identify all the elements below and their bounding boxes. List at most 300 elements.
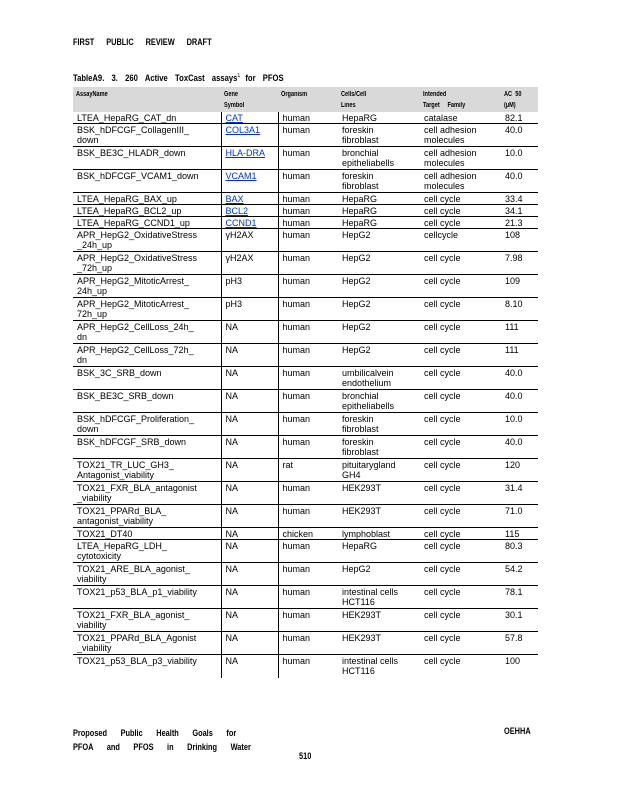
target-family <box>420 586 501 609</box>
gene-symbol: NA <box>221 390 278 413</box>
organism: human <box>282 194 311 204</box>
gene-symbol: NA <box>221 528 278 540</box>
target-family-line: cell cycle <box>424 299 461 309</box>
cell-line-line: HepG2 <box>342 299 371 309</box>
assay-name <box>73 540 221 563</box>
target-family-line: cell cycle <box>424 656 461 666</box>
target-family-line: cell cycle <box>424 529 461 539</box>
col-header-line: Organism <box>281 91 308 98</box>
gene-symbol[interactable] <box>221 170 278 193</box>
target-family <box>420 321 501 344</box>
target-family <box>420 632 501 655</box>
assay-name-line: cytotoxicity <box>77 551 122 561</box>
assay-name-line: _viability <box>77 493 112 503</box>
target-family-line: molecules <box>424 135 465 145</box>
col-header-line: Intended <box>423 91 447 98</box>
target-family <box>420 505 501 528</box>
col-header-line: Lines <box>341 102 356 109</box>
cell-line <box>338 298 420 321</box>
assay-name <box>73 459 221 482</box>
target-family <box>420 193 501 205</box>
cell-line-line: foreskin <box>342 437 374 447</box>
footer-title <box>73 726 251 754</box>
organism: human <box>282 171 311 181</box>
ac50-value: 10.0 <box>505 148 523 158</box>
gene-symbol: NA <box>221 609 278 632</box>
assay-name <box>73 528 221 540</box>
target-family <box>420 205 501 217</box>
assay-name-line: LTEA_HepaRG_BCL2_up <box>77 206 182 216</box>
table-row <box>73 205 538 217</box>
organism: human <box>282 368 311 378</box>
target-family <box>420 275 501 298</box>
assay-name <box>73 124 221 147</box>
organism: human <box>282 564 311 574</box>
assay-name-line: Antagonist_viability <box>77 470 155 480</box>
organism: human <box>282 656 311 666</box>
gene-symbol: NA <box>221 482 278 505</box>
gene-symbol: NA <box>221 505 278 528</box>
table-row <box>73 344 538 367</box>
ac50-value: 7.98 <box>505 253 523 263</box>
assay-name-line: APR_HepG2_MitoticArrest_ <box>77 276 190 286</box>
target-family-line: molecules <box>424 158 465 168</box>
organism: human <box>282 113 311 123</box>
target-family <box>420 609 501 632</box>
target-family-line: cell cycle <box>424 368 461 378</box>
cell-line <box>338 632 420 655</box>
assay-name-line: down <box>77 135 99 145</box>
assay-name-line: BSK_BE3C_SRB_down <box>77 391 174 401</box>
target-family-line: cell cycle <box>424 460 461 470</box>
assay-name-line: BSK_BE3C_HLADR_down <box>77 148 186 158</box>
assay-name-line: 72h_up <box>77 309 108 319</box>
cell-line-line: pituitarygland <box>342 460 396 470</box>
table-row <box>73 321 538 344</box>
assay-name-line: _72h_up <box>77 263 113 273</box>
table-row <box>73 413 538 436</box>
target-family-line: cell cycle <box>424 564 461 574</box>
assay-name-line: down <box>77 424 99 434</box>
assay-name <box>73 344 221 367</box>
col-header-cells <box>338 87 420 112</box>
target-family <box>420 413 501 436</box>
table-row <box>73 217 538 229</box>
assay-name <box>73 193 221 205</box>
assay-name-line: TOX21_p53_BLA_p3_viability <box>77 656 197 666</box>
assay-name-line: TOX21_PPARd_BLA_Agonist <box>77 633 197 643</box>
table-row <box>73 586 538 609</box>
cell-line <box>338 413 420 436</box>
assay-name <box>73 321 221 344</box>
table-row <box>73 112 538 124</box>
organism: rat <box>282 460 294 470</box>
cell-line-line: HepaRG <box>342 206 378 216</box>
target-family <box>420 655 501 678</box>
assay-name-line: TOX21_ARE_BLA_agonist_ <box>77 564 190 574</box>
assay-name-line: 24h_up <box>77 286 108 296</box>
target-family-line: cell cycle <box>424 322 461 332</box>
cell-line <box>338 205 420 217</box>
target-family <box>420 229 501 252</box>
ac50-value: 40.0 <box>505 391 523 401</box>
organism: chicken <box>282 529 314 539</box>
cell-line <box>338 124 420 147</box>
target-family-line: molecules <box>424 181 465 191</box>
target-family <box>420 147 501 170</box>
table-header-row <box>73 87 538 112</box>
assay-name <box>73 655 221 678</box>
cell-line <box>338 147 420 170</box>
organism: human <box>282 345 311 355</box>
organism: human <box>282 125 311 135</box>
organism: human <box>282 218 311 228</box>
assay-name-line: TOX21_p53_BLA_p1_viability <box>77 587 197 597</box>
footer-agency: OEHHA <box>504 726 531 736</box>
organism: human <box>282 299 311 309</box>
target-family-line: cell cycle <box>424 206 461 216</box>
ac50-value: 34.1 <box>505 206 523 216</box>
cell-line <box>338 321 420 344</box>
organism: human <box>282 276 311 286</box>
target-family-line: cell cycle <box>424 276 461 286</box>
gene-symbol: NA <box>221 321 278 344</box>
page-number: 510 <box>299 751 312 761</box>
assay-name-line: viability <box>77 574 107 584</box>
ac50-value: 54.2 <box>505 564 523 574</box>
cell-line-line: HepaRG <box>342 113 378 123</box>
target-family-line: cell cycle <box>424 253 461 263</box>
gene-symbol: pH3 <box>221 275 278 298</box>
assay-name-line: BSK_hDFCGF_CollagenIII_ <box>77 125 190 135</box>
organism: human <box>282 148 311 158</box>
target-family <box>420 367 501 390</box>
assay-name <box>73 217 221 229</box>
target-family-line: cell cycle <box>424 483 461 493</box>
draft-header: FIRST PUBLIC REVIEW DRAFT <box>73 37 212 47</box>
gene-link[interactable]: BCL2 <box>225 206 249 216</box>
target-family <box>420 436 501 459</box>
cell-line <box>338 540 420 563</box>
table-row <box>73 275 538 298</box>
assay-name-line: TOX21_TR_LUC_GH3_ <box>77 460 174 470</box>
cell-line-line: HepG2 <box>342 564 371 574</box>
assay-name <box>73 505 221 528</box>
cell-line-line: HEK293T <box>342 610 382 620</box>
gene-symbol: NA <box>221 563 278 586</box>
assay-name-line: APR_HepG2_MitoticArrest_ <box>77 299 190 309</box>
gene-symbol: NA <box>221 459 278 482</box>
cell-line-line: HepaRG <box>342 194 378 204</box>
target-family-line: cell cycle <box>424 414 461 424</box>
cell-line <box>338 505 420 528</box>
col-header-line: AC 50 <box>504 91 522 98</box>
gene-link[interactable]: VCAM1 <box>225 171 257 181</box>
table-row <box>73 298 538 321</box>
cell-line-line: foreskin <box>342 125 374 135</box>
gene-symbol[interactable] <box>221 217 278 229</box>
target-family-line: cell adhesion <box>424 125 477 135</box>
organism: human <box>282 206 311 216</box>
assay-name-line: APR_HepG2_OxidativeStress <box>77 253 198 263</box>
gene-link[interactable]: CCND1 <box>225 218 257 228</box>
target-family-line: catalase <box>424 113 458 123</box>
cell-line-line: HepaRG <box>342 541 378 551</box>
gene-link[interactable]: COL3A1 <box>225 125 261 135</box>
table-row <box>73 482 538 505</box>
cell-line <box>338 459 420 482</box>
gene-symbol: NA <box>221 632 278 655</box>
target-family-line: cellcycle <box>424 230 459 240</box>
table-row <box>73 252 538 275</box>
table-body <box>73 112 538 678</box>
assay-name <box>73 632 221 655</box>
cell-line-line: HepG2 <box>342 253 371 263</box>
col-header-assay <box>73 87 221 112</box>
organism: human <box>282 483 311 493</box>
assay-name-line: TOX21_DT40 <box>77 529 133 539</box>
target-family-line: cell cycle <box>424 218 461 228</box>
assay-name-line: BSK_hDFCGF_Proliferation_ <box>77 414 195 424</box>
cell-line <box>338 170 420 193</box>
table-row <box>73 505 538 528</box>
cell-line-line: fibroblast <box>342 181 379 191</box>
cell-line <box>338 390 420 413</box>
col-header-line: Gene <box>224 91 239 98</box>
assay-name-line: dn <box>77 332 88 342</box>
ac50-value: 115 <box>505 529 520 539</box>
ac50-value: 40.0 <box>505 125 523 135</box>
gene-symbol: NA <box>221 344 278 367</box>
cell-line <box>338 482 420 505</box>
cell-line <box>338 112 420 124</box>
table-row <box>73 632 538 655</box>
ac50-value: 109 <box>505 276 521 286</box>
assay-name <box>73 609 221 632</box>
assay-name-line: BSK_hDFCGF_VCAM1_down <box>77 171 199 181</box>
target-family <box>420 217 501 229</box>
target-family-line: cell cycle <box>424 633 461 643</box>
assay-name <box>73 436 221 459</box>
gene-link[interactable]: HLA-DRA <box>225 148 266 158</box>
assay-name-line: LTEA_HepaRG_CAT_dn <box>77 113 177 123</box>
organism: human <box>282 506 311 516</box>
cell-line-line: foreskin <box>342 414 374 424</box>
assay-name-line: LTEA_HepaRG_CCND1_up <box>77 218 190 228</box>
target-family-line: cell cycle <box>424 194 461 204</box>
ac50-value: 78.1 <box>505 587 523 597</box>
target-family-line: cell adhesion <box>424 148 477 158</box>
target-family <box>420 298 501 321</box>
target-family <box>420 124 501 147</box>
assay-name-line: viability <box>77 620 107 630</box>
target-family <box>420 112 501 124</box>
target-family-line: cell cycle <box>424 610 461 620</box>
footer-line: PFOA and PFOS in Drinking Water <box>73 742 251 752</box>
target-family <box>420 482 501 505</box>
cell-line-line: foreskin <box>342 171 374 181</box>
assay-name <box>73 275 221 298</box>
gene-symbol: γH2AX <box>221 229 278 252</box>
target-family-line: cell cycle <box>424 541 461 551</box>
gene-symbol[interactable] <box>221 124 278 147</box>
table-row <box>73 655 538 678</box>
target-family <box>420 459 501 482</box>
cell-line <box>338 655 420 678</box>
cell-line-line: HepG2 <box>342 230 371 240</box>
ac50-value: 111 <box>505 345 519 355</box>
cell-line-line: epitheliabells <box>342 158 395 168</box>
footer-line: Proposed Public Health Goals for <box>73 728 237 738</box>
cell-line <box>338 563 420 586</box>
target-family <box>420 344 501 367</box>
col-header-line: Cells/Cell <box>341 91 367 98</box>
cell-line-line: HepG2 <box>342 322 371 332</box>
assay-name <box>73 390 221 413</box>
cell-line <box>338 193 420 205</box>
cell-line-line: HCT116 <box>342 666 375 676</box>
assay-name-line: APR_HepG2_CellLoss_72h_ <box>77 345 194 355</box>
cell-line <box>338 217 420 229</box>
assay-name-line: LTEA_HepaRG_BAX_up <box>77 194 177 204</box>
cell-line <box>338 586 420 609</box>
ac50-value: 40.0 <box>505 437 523 447</box>
ac50-value: 57.8 <box>505 633 523 643</box>
target-family <box>420 252 501 275</box>
cell-line-line: umbilicalvein <box>342 368 394 378</box>
gene-symbol: NA <box>221 413 278 436</box>
caption-text: TableA9. 3. 260 Active ToxCast assays <box>73 73 238 83</box>
gene-symbol: NA <box>221 655 278 678</box>
organism: human <box>282 541 311 551</box>
ac50-value: 71.0 <box>505 506 523 516</box>
ac50-value: 30.1 <box>505 610 523 620</box>
col-header-line: (µM) <box>504 102 516 109</box>
table-row <box>73 124 538 147</box>
cell-line-line: lymphoblast <box>342 529 391 539</box>
cell-line-line: bronchial <box>342 148 379 158</box>
table-row <box>73 459 538 482</box>
ac50-value: 120 <box>505 460 521 470</box>
table-row <box>73 528 538 540</box>
assay-name-line: TOX21_FXR_BLA_antagonist <box>77 483 197 493</box>
organism: human <box>282 437 311 447</box>
ac50-value: 33.4 <box>505 194 523 204</box>
cell-line-line: fibroblast <box>342 447 379 457</box>
table-row <box>73 609 538 632</box>
cell-line <box>338 528 420 540</box>
cell-line-line: HEK293T <box>342 483 382 493</box>
organism: human <box>282 253 311 263</box>
table-row <box>73 367 538 390</box>
target-family-line: cell adhesion <box>424 171 477 181</box>
toxcast-assay-table <box>73 87 538 678</box>
assay-name <box>73 252 221 275</box>
organism: human <box>282 322 311 332</box>
gene-symbol: γH2AX <box>221 252 278 275</box>
target-family-line: cell cycle <box>424 391 461 401</box>
ac50-value: 40.0 <box>505 171 523 181</box>
assay-name-line: BSK_hDFCGF_SRB_down <box>77 437 187 447</box>
cell-line-line: HepG2 <box>342 276 371 286</box>
assay-name <box>73 147 221 170</box>
gene-symbol: pH3 <box>221 298 278 321</box>
assay-name-line: LTEA_HepaRG_LDH_ <box>77 541 167 551</box>
cell-line <box>338 275 420 298</box>
assay-name-line: _viability <box>77 643 112 653</box>
organism: human <box>282 230 311 240</box>
cell-line-line: fibroblast <box>342 135 379 145</box>
assay-name-line: TOX21_PPARd_BLA_ <box>77 506 167 516</box>
table-row <box>73 540 538 563</box>
table-row <box>73 390 538 413</box>
ac50-value: 40.0 <box>505 368 523 378</box>
organism: human <box>282 414 311 424</box>
gene-link[interactable]: CAT <box>225 113 243 123</box>
gene-link[interactable]: BAX <box>225 194 244 204</box>
assay-name-line: APR_HepG2_CellLoss_24h_ <box>77 322 194 332</box>
table-row <box>73 563 538 586</box>
assay-name-line: dn <box>77 355 88 365</box>
caption-footnote-marker: 1 <box>237 73 241 79</box>
cell-line-line: HEK293T <box>342 506 382 516</box>
col-header-gene <box>221 87 278 112</box>
target-family <box>420 170 501 193</box>
table-row <box>73 436 538 459</box>
target-family <box>420 390 501 413</box>
col-header-target <box>420 87 501 112</box>
cell-line-line: endothelium <box>342 378 392 388</box>
cell-line-line: bronchial <box>342 391 379 401</box>
cell-line <box>338 367 420 390</box>
table-row <box>73 147 538 170</box>
ac50-value: 108 <box>505 230 521 240</box>
assay-name-line: APR_HepG2_OxidativeStress <box>77 230 198 240</box>
organism: human <box>282 633 311 643</box>
gene-symbol[interactable] <box>221 112 278 124</box>
assay-name <box>73 586 221 609</box>
ac50-value: 111 <box>505 322 519 332</box>
table-row <box>73 193 538 205</box>
gene-symbol: NA <box>221 540 278 563</box>
organism: human <box>282 610 311 620</box>
caption-suffix: for PFOS <box>245 73 284 83</box>
cell-line <box>338 229 420 252</box>
assay-name <box>73 482 221 505</box>
gene-symbol[interactable] <box>221 205 278 217</box>
gene-symbol[interactable] <box>221 193 278 205</box>
ac50-value: 82.1 <box>505 113 523 123</box>
cell-line-line: intestinal cells <box>342 656 399 666</box>
assay-name <box>73 413 221 436</box>
cell-line-line: GH4 <box>342 470 361 480</box>
cell-line-line: HepG2 <box>342 345 371 355</box>
assay-name <box>73 367 221 390</box>
col-header-ac50 <box>501 87 538 112</box>
ac50-value: 21.3 <box>505 218 523 228</box>
assay-name <box>73 229 221 252</box>
target-family <box>420 563 501 586</box>
cell-line-line: fibroblast <box>342 424 379 434</box>
target-family-line: cell cycle <box>424 345 461 355</box>
gene-symbol[interactable] <box>221 147 278 170</box>
assay-name <box>73 205 221 217</box>
ac50-value: 10.0 <box>505 414 523 424</box>
organism: human <box>282 587 311 597</box>
cell-line <box>338 436 420 459</box>
target-family-line: cell cycle <box>424 437 461 447</box>
col-header-organism <box>278 87 338 112</box>
